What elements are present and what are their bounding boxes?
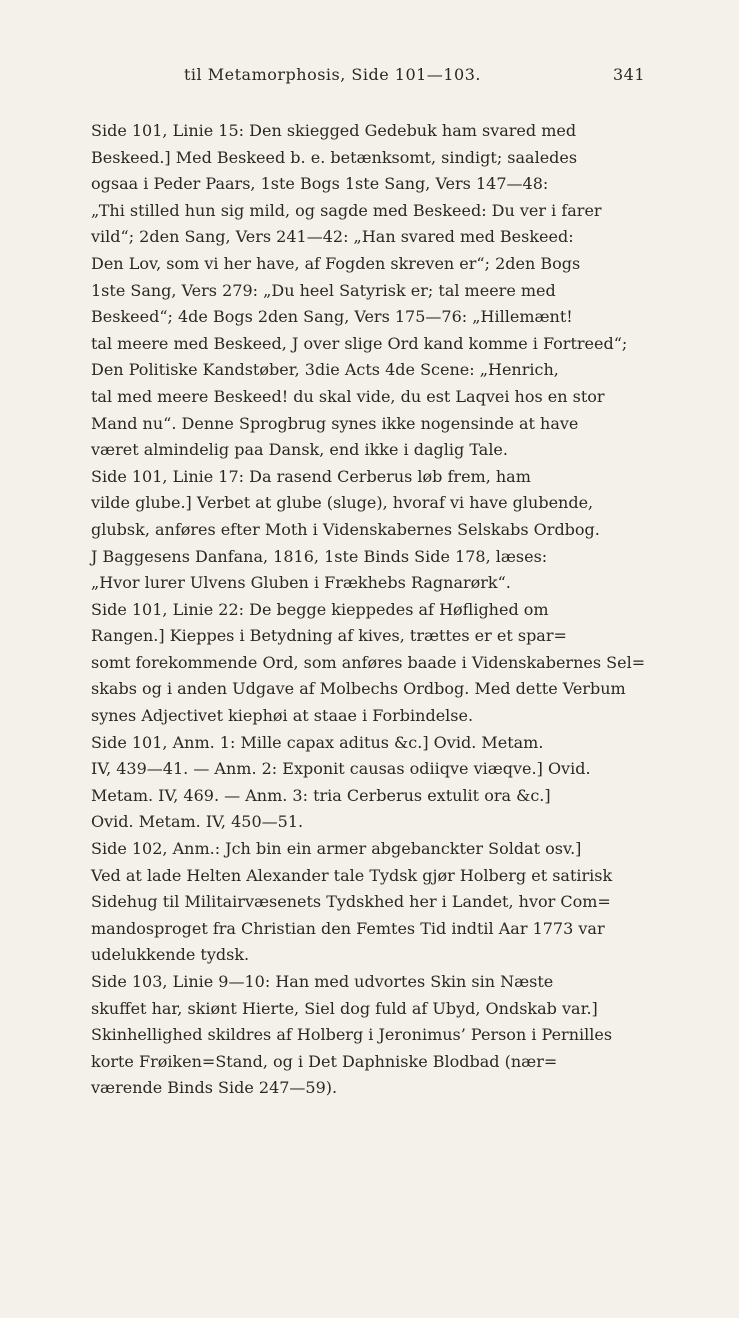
commentary-paragraph bbox=[61, 730, 653, 836]
text-line: udelukkende tydsk. bbox=[91, 945, 250, 965]
text-line: glubsk, anføres efter Moth i Videnskabernes Selskabs Ordbog. bbox=[91, 519, 600, 539]
running-header bbox=[184, 60, 645, 88]
running-title: til Metamorphosis, Side 101—103. bbox=[184, 64, 481, 84]
text-line: korte Frøiken=Stand, og i Det Daphniske Blodbad (nær= bbox=[91, 1051, 558, 1071]
text-line: Den Politiske Kandstøber, 3die Acts 4de Scene: „Henrich, bbox=[91, 360, 559, 380]
text-line: 1ste Sang, Vers 279: „Du heel Satyrisk er; tal meere med bbox=[91, 280, 556, 300]
text-line: Mand nu“. Denne Sprogbrug synes ikke nogensinde at have bbox=[91, 413, 579, 433]
text-line: tal meere med Beskeed, J over slige Ord kand komme i Fortreed“; bbox=[91, 333, 628, 353]
text-line: IV, 439—41. — Anm. 2: Exponit causas odiiqve viæqve.] Ovid. bbox=[91, 759, 591, 779]
text-line: synes Adjectivet kiephøi at staae i Forbindelse. bbox=[91, 706, 474, 726]
text-line: Ved at lade Helten Alexander tale Tydsk gjør Holberg et satirisk bbox=[91, 865, 613, 885]
text-line: mandosproget fra Christian den Femtes Tid indtil Aar 1773 var bbox=[91, 918, 605, 938]
text-line: „Hvor lurer Ulvens Gluben i Frækhebs Ragnarørk“. bbox=[91, 573, 511, 593]
commentary-paragraph bbox=[61, 464, 653, 597]
text-line: Side 102, Anm.: Jch bin ein armer abgebanckter Soldat osv.] bbox=[91, 839, 582, 859]
text-line: Skinhellighed skildres af Holberg i Jeronimus’ Person i Pernilles bbox=[91, 1025, 613, 1045]
commentary-paragraph bbox=[61, 118, 653, 464]
text-line: Ovid. Metam. IV, 450—51. bbox=[91, 812, 304, 832]
text-line: Side 101, Linie 22: De begge kieppedes af Høflighed om bbox=[91, 599, 549, 619]
text-line: vilde glube.] Verbet at glube (sluge), hvoraf vi have glubende, bbox=[91, 493, 594, 513]
text-line: værende Binds Side 247—59). bbox=[91, 1078, 338, 1098]
text-line: Den Lov, som vi her have, af Fogden skreven er“; 2den Bogs bbox=[91, 253, 581, 273]
text-line: Rangen.] Kieppes i Betydning af kives, trættes er et spar= bbox=[91, 626, 567, 646]
text-line: somt forekommende Ord, som anføres baade i Videnskabernes Sel= bbox=[91, 652, 646, 672]
text-line: skabs og i anden Udgave af Molbechs Ordbog. Med dette Verbum bbox=[91, 679, 626, 699]
text-line: Side 101, Linie 17: Da rasend Cerberus løb frem, ham bbox=[91, 466, 531, 486]
commentary-paragraph bbox=[61, 597, 653, 730]
text-line: været almindelig paa Dansk, end ikke i daglig Tale. bbox=[91, 440, 508, 460]
text-line: Metam. IV, 469. — Anm. 3: tria Cerberus extulit ora &c.] bbox=[91, 785, 551, 805]
commentary-paragraph bbox=[61, 969, 653, 1102]
text-line: Sidehug til Militairvæsenets Tydskhed her i Landet, hvor Com= bbox=[91, 892, 611, 912]
page-number: 341 bbox=[612, 64, 645, 84]
text-line: Side 101, Linie 15: Den skiegged Gedebuk ham svared med bbox=[91, 121, 577, 140]
text-line: Side 103, Linie 9—10: Han med udvortes Skin sin Næste bbox=[91, 972, 554, 991]
text-line: Side 101, Anm. 1: Mille capax aditus &c.] Ovid. Metam. bbox=[91, 732, 544, 752]
text-line: vild“; 2den Sang, Vers 241—42: „Han svared med Beskeed: bbox=[91, 227, 574, 247]
commentary-text bbox=[61, 118, 653, 1102]
text-line: J Baggesens Danfana, 1816, 1ste Binds Side 178, læses: bbox=[91, 546, 548, 566]
text-line: Beskeed.] Med Beskeed b. e. betænksomt, sindigt; saaledes bbox=[91, 147, 578, 167]
text-line: Beskeed“; 4de Bogs 2den Sang, Vers 175—76: „Hillemænt! bbox=[91, 307, 573, 327]
text-line: tal med meere Beskeed! du skal vide, du est Laqvei hos en stor bbox=[91, 386, 605, 406]
text-line: ogsaa i Peder Paars, 1ste Bogs 1ste Sang, Vers 147—48: bbox=[91, 174, 549, 194]
text-line: „Thi stilled hun sig mild, og sagde med Beskeed: Du ver i farer bbox=[91, 200, 602, 220]
text-line: skuffet har, skiønt Hierte, Siel dog fuld af Ubyd, Ondskab var.] bbox=[91, 998, 598, 1018]
commentary-paragraph bbox=[61, 836, 653, 969]
